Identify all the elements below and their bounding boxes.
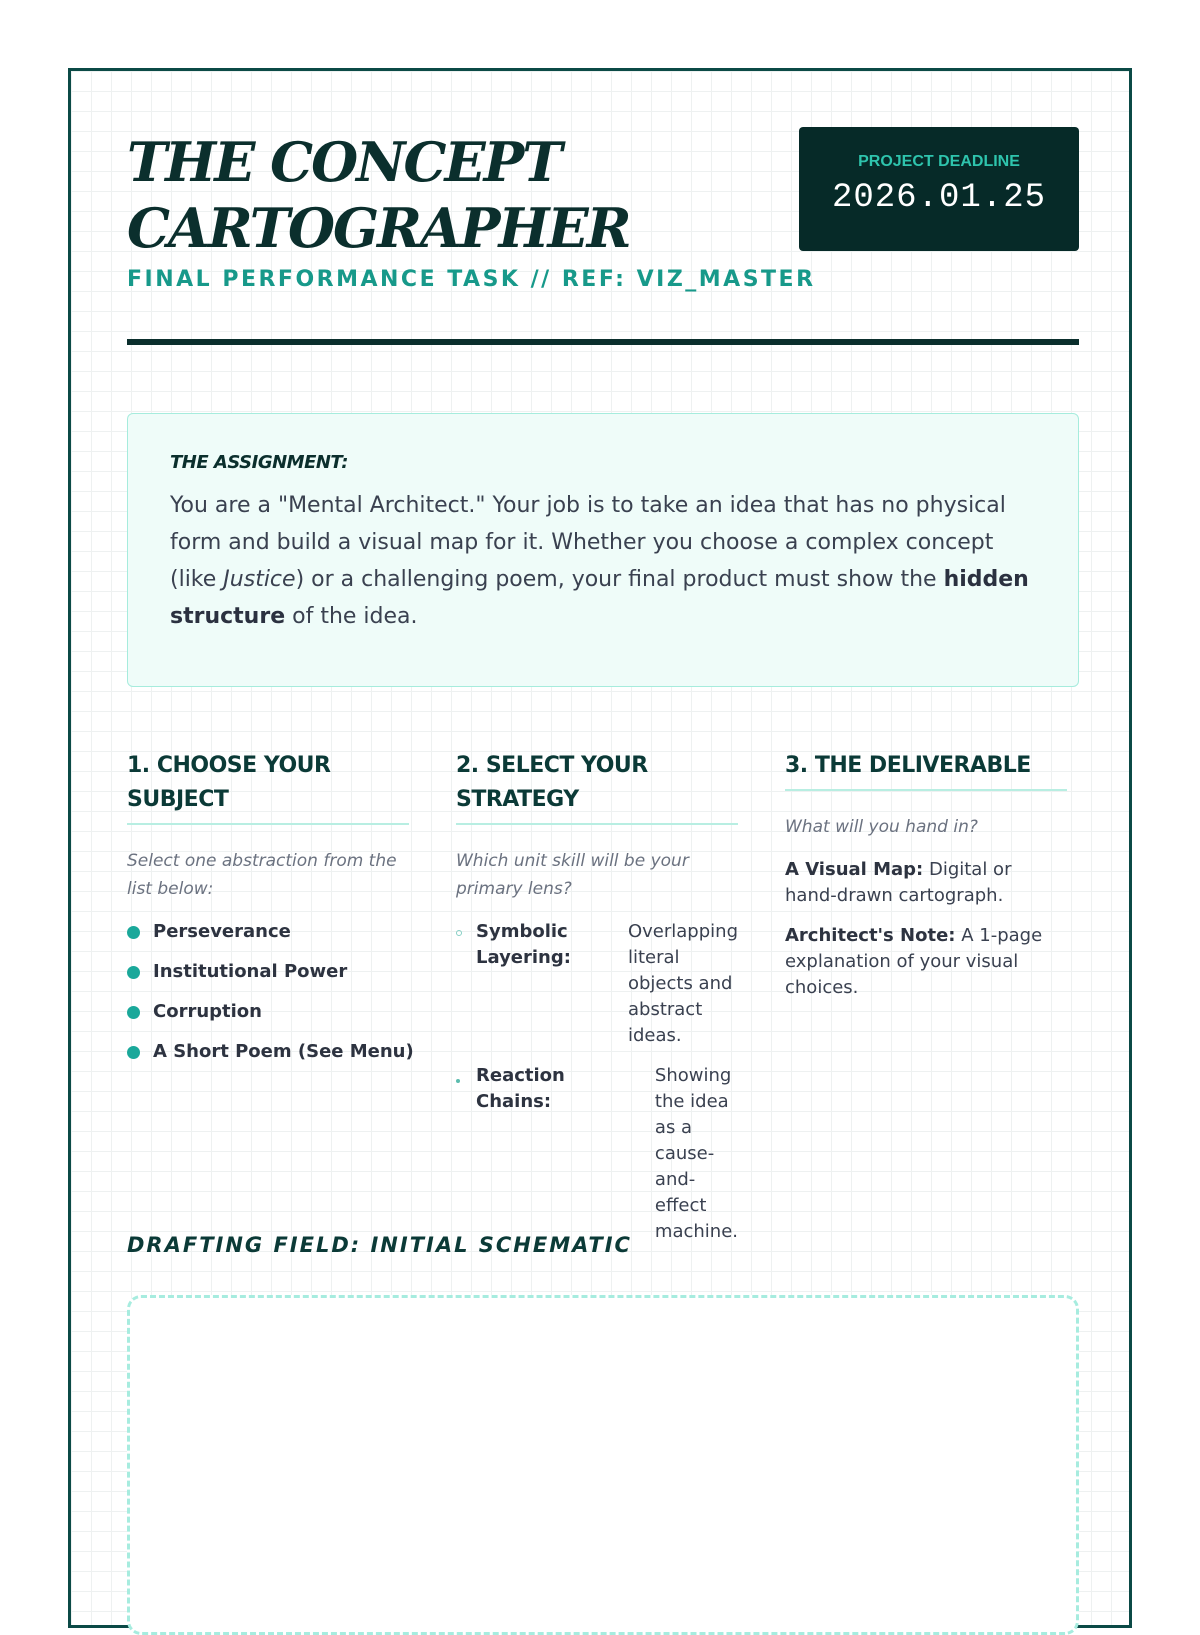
deliverable-description: Digital or hand-drawn cartograph. <box>785 859 1012 906</box>
strategy-prompt: Which unit skill will be your primary lens? <box>456 851 689 899</box>
deliverable-description: A 1-page explanation of your visual choices. <box>785 925 1043 998</box>
assignment-text-part: of the idea. <box>285 604 418 629</box>
assignment-text-part: You are a "Mental Architect." Your job is to take an idea that has no physical form and build a visual map for it. Whether you choose a complex concept (like <box>170 493 1006 592</box>
list-item <box>456 1063 738 1245</box>
list-item <box>785 923 1067 1001</box>
bullet-dot-icon <box>456 1079 460 1083</box>
subject-item-label: Institutional Power <box>153 961 348 982</box>
subject-item-label: Corruption <box>153 1001 262 1022</box>
drafting-field-area[interactable] <box>127 1295 1079 1635</box>
list-item <box>127 1039 414 1065</box>
deadline-label: PROJECT DEADLINE <box>858 153 1020 170</box>
bullet-dot-icon <box>127 926 140 939</box>
strategy-column <box>456 749 738 1259</box>
strategy-name: Reaction Chains: <box>476 1065 565 1112</box>
subject-column <box>127 749 414 1079</box>
deliverable-column <box>785 749 1067 1015</box>
deliverable-name: A Visual Map: <box>785 859 924 880</box>
deliverable-list <box>785 857 1067 1001</box>
subject-heading: 1. CHOOSE YOUR SUBJECT <box>127 749 409 825</box>
subject-item-label: A Short Poem (See Menu) <box>153 1041 414 1062</box>
page-subtitle: FINAL PERFORMANCE TASK // REF: VIZ_MASTER <box>127 267 816 292</box>
subject-list <box>127 919 414 1065</box>
assignment-text <box>170 487 1038 635</box>
assignment-text-emphasis: Justice <box>223 567 296 592</box>
list-item <box>456 919 738 1049</box>
list-item <box>127 999 409 1025</box>
subject-item-label: Perseverance <box>153 921 291 942</box>
header-divider <box>127 339 1079 345</box>
list-item <box>127 919 409 945</box>
bullet-dot-icon <box>127 1006 140 1019</box>
worksheet-page <box>68 68 1132 1628</box>
assignment-panel <box>127 413 1079 687</box>
bullet-circle-icon <box>456 930 462 936</box>
strategy-heading: 2. SELECT YOUR STRATEGY <box>456 749 738 825</box>
deadline-date: 2026.01.25 <box>831 179 1047 217</box>
assignment-text-part: ) or a challenging poem, your final product must show the <box>295 567 944 592</box>
bullet-dot-icon <box>127 1046 140 1059</box>
deliverable-prompt: What will you hand in? <box>785 817 978 837</box>
assignment-label: THE ASSIGNMENT: <box>170 452 348 473</box>
bullet-dot-icon <box>127 966 140 979</box>
deliverable-name: Architect's Note: <box>785 925 956 946</box>
list-item <box>127 959 409 985</box>
strategy-list <box>456 919 738 1245</box>
drafting-field-title: DRAFTING FIELD: INITIAL SCHEMATIC <box>127 1233 632 1257</box>
list-item <box>785 857 1067 909</box>
deadline-box <box>799 127 1079 251</box>
strategy-description: Showing the idea as a cause-and-effect machine. <box>654 1065 738 1242</box>
page-title: THE CONCEPT CARTOGRAPHER <box>127 130 630 260</box>
strategy-description: Overlapping literal objects and abstract ideas. <box>627 921 738 1046</box>
subject-prompt: Select one abstraction from the list below: <box>127 851 397 899</box>
deliverable-heading: 3. THE DELIVERABLE <box>785 749 1067 791</box>
strategy-name: Symbolic Layering: <box>476 921 571 968</box>
assignment-text-strong: hidden structure <box>170 567 1029 629</box>
